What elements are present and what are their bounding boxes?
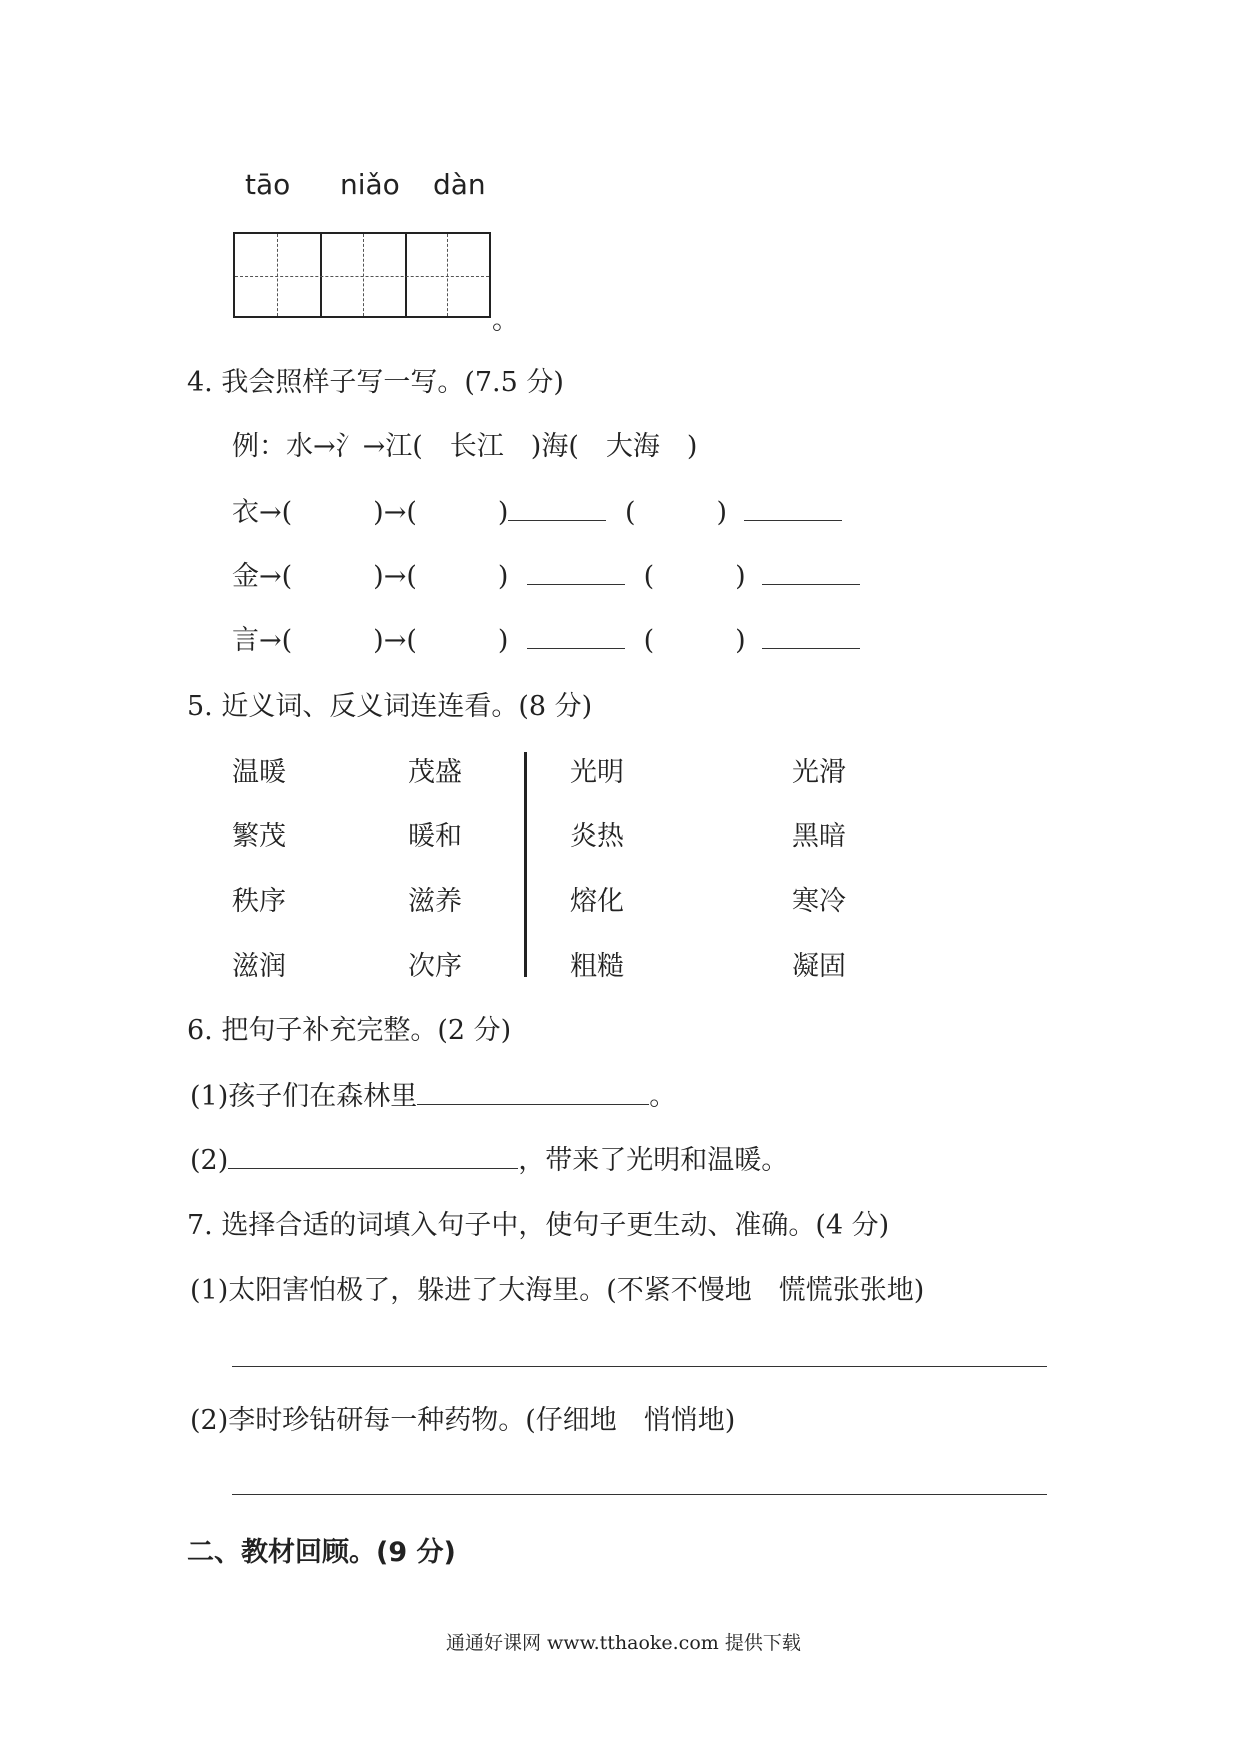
q5-word[interactable]: 温暖 [232,757,286,788]
column-divider [524,752,527,977]
q4-row-yan [232,618,860,657]
answer-blank[interactable] [762,626,860,649]
q5-word[interactable]: 熔化 [570,886,624,917]
answer-blank[interactable] [417,1082,649,1105]
q5-word[interactable]: 滋养 [408,886,462,917]
q5-word[interactable]: 粗糙 [570,951,624,982]
q4-example: 例：水→氵→江( 长江 )海( 大海 ) [232,431,698,462]
q5-word[interactable]: 次序 [408,951,462,982]
section-2-heading: 二、教材回顾。(9 分) [187,1537,456,1568]
pinyin-niao: niǎo [340,168,400,201]
q5-word[interactable]: 光明 [570,757,624,788]
footer-download-note: 通通好课网 www.tthaoke.com 提供下载 [446,1632,801,1654]
q4-paren: ( ) [643,561,746,592]
answer-blank[interactable] [228,1146,518,1169]
q5-word[interactable]: 繁茂 [232,821,286,852]
pinyin-tao: tāo [245,168,291,201]
q5-word[interactable]: 寒冷 [792,886,846,917]
q6-s1-suffix: 。 [649,1081,677,1112]
q7-title: 7. 选择合适的词填入句子中，使句子更生动、准确。(4 分) [187,1210,890,1241]
grid-period: 。 [492,305,519,336]
q4-row-label: 言→( )→( ) [232,625,509,656]
q4-title: 4. 我会照样子写一写。(7.5 分) [187,367,564,398]
answer-blank[interactable] [762,562,860,585]
answer-blank[interactable] [744,498,842,521]
q4-row-label: 衣→( )→( ) [232,497,509,528]
q5-word[interactable]: 黑暗 [792,821,846,852]
answer-blank[interactable] [508,498,606,521]
q5-word[interactable]: 滋润 [232,951,286,982]
q5-word[interactable]: 暖和 [408,821,462,852]
q7-sentence-2: (2)李时珍钻研每一种药物。(仔细地 悄悄地) [190,1405,736,1436]
q5-word[interactable]: 炎热 [570,821,624,852]
q5-word[interactable]: 光滑 [792,757,846,788]
pinyin-dan: dàn [433,168,486,201]
q6-sentence-2 [190,1138,788,1177]
answer-line[interactable] [232,1366,1047,1367]
q6-s2-suffix: ，带来了光明和温暖。 [518,1145,789,1176]
q4-row-yi [232,490,842,529]
q6-s2-prefix: (2) [190,1145,229,1176]
q7-sentence-1: (1)太阳害怕极了，躲进了大海里。(不紧不慢地 慌慌张张地) [190,1275,925,1306]
q5-word[interactable]: 秩序 [232,886,286,917]
q4-paren: ( ) [624,497,728,528]
q6-sentence-1 [190,1074,676,1113]
q4-paren: ( ) [643,625,746,656]
q6-title: 6. 把句子补充完整。(2 分) [187,1015,512,1046]
answer-blank[interactable] [527,626,625,649]
q4-row-label: 金→( )→( ) [232,561,509,592]
writing-grid[interactable] [233,232,491,318]
q4-row-jin [232,554,860,593]
q6-s1-prefix: (1)孩子们在森林里 [190,1081,418,1112]
q5-word[interactable]: 茂盛 [408,757,462,788]
q5-word[interactable]: 凝固 [792,951,846,982]
q5-title: 5. 近义词、反义词连连看。(8 分) [187,691,593,722]
answer-line[interactable] [232,1494,1047,1495]
answer-blank[interactable] [527,562,625,585]
